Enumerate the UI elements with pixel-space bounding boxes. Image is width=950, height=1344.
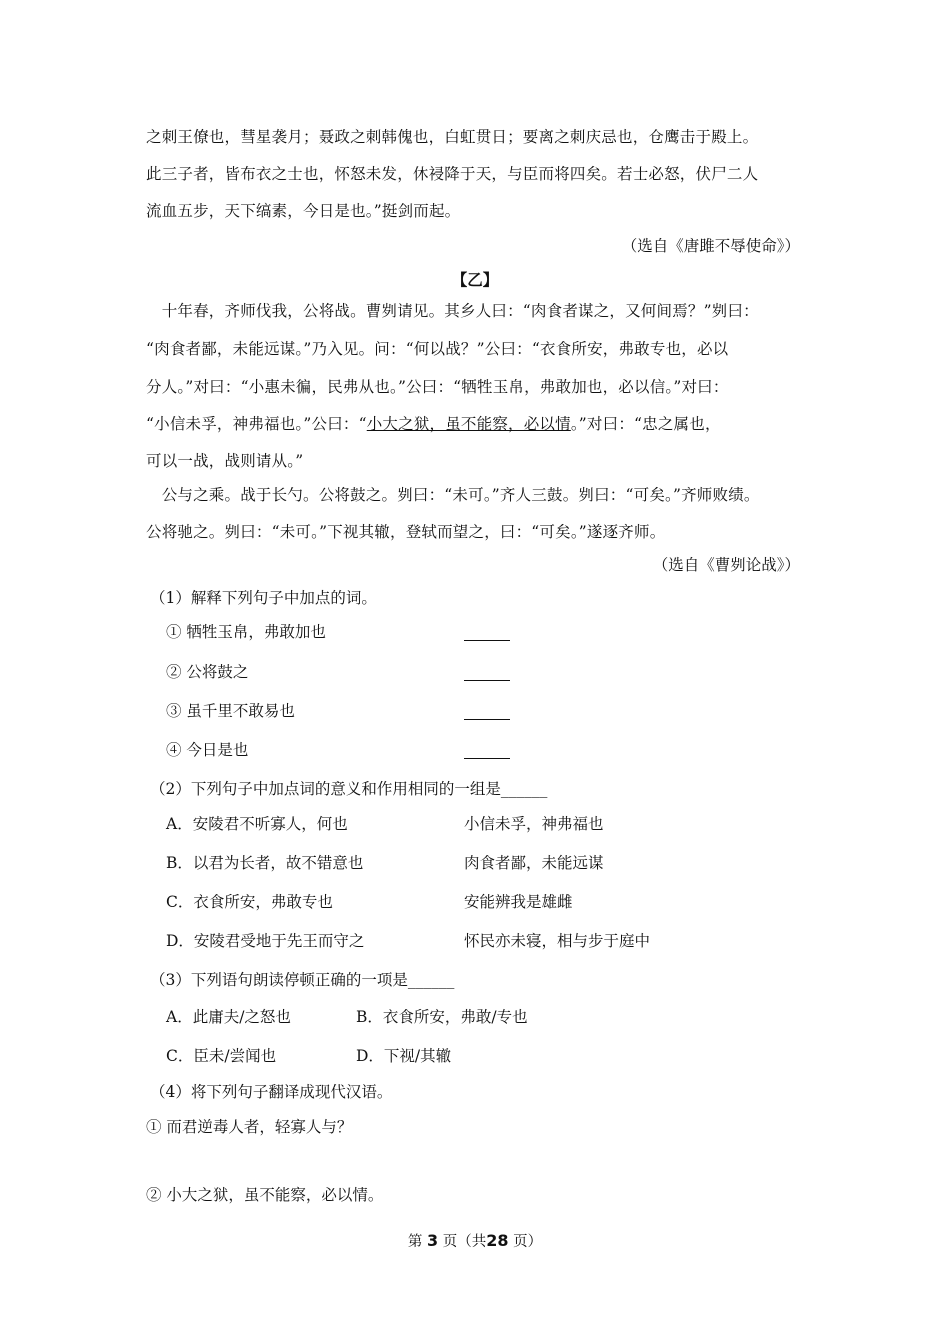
q2-option-c-pair: 安能辨我是雄雌 (464, 893, 573, 911)
q3-option-b[interactable]: B．衣食所安，弗敢/专也 (356, 1008, 528, 1026)
page-number: 3 (426, 1231, 439, 1250)
source-jia: （选自《唐雎不辱使命》） (621, 237, 800, 255)
section-header-yi: 【乙】 (451, 270, 499, 289)
passage-yi-line-1: 十年春，齐师伐我，公将战。曹刿请见。其乡人曰：“肉食者谋之，又何间焉？”刿曰： (146, 302, 759, 320)
passage-yi-line-2: “肉食者鄙，未能远谋。”乃入见。问：“何以战？”公曰：“衣食所安，弗敢专也，必以 (146, 340, 729, 358)
q2-option-b-pair: 肉食者鄙，未能远谋 (464, 854, 604, 872)
passage-yi-line-7: 公将驰之。刿曰：“未可。”下视其辙，登轼而望之，曰：“可矣。”遂逐齐师。 (146, 523, 666, 541)
line4-pre: “小信未孚，神弗福也。”公曰：“ (146, 415, 367, 433)
q2-prompt: （2）下列句子中加点词的意义和作用相同的一组是______ (150, 780, 548, 798)
page-total: 28 (486, 1231, 509, 1250)
footer-post: 页） (513, 1234, 543, 1250)
footer-mid: 页（共 (442, 1234, 487, 1250)
source-yi: （选自《曹刿论战》） (652, 556, 800, 574)
q3-prompt: （3）下列语句朗读停顿正确的一项是______ (150, 971, 455, 989)
q3-option-c[interactable]: C．臣未/尝闻也 (166, 1047, 277, 1065)
q1-item-4: ④ 今日是也 (166, 741, 249, 759)
q4-item-1: ① 而君逆毒人者，轻寡人与？ (146, 1118, 353, 1136)
passage-yi-line-4 (146, 414, 721, 434)
q1-item-3: ③ 虽千里不敢易也 (166, 702, 295, 720)
q4-prompt: （4）将下列句子翻译成现代汉语。 (150, 1083, 393, 1101)
q2-option-a-pair: 小信未孚，神弗福也 (464, 815, 604, 833)
q1-item-2: ② 公将鼓之 (166, 663, 249, 681)
underlined-sentence: 小大之狱，虽不能察，必以情 (366, 415, 571, 433)
page-footer (0, 1230, 950, 1251)
passage-jia-line-1: 之刺王僚也，彗星袭月；聂政之刺韩傀也，白虹贯日；要离之刺庆忌也，仓鹰击于殿上。 (146, 128, 759, 146)
passage-jia-line-3: 流血五步，天下缟素，今日是也。”挺剑而起。 (146, 202, 461, 220)
q1-blank-1[interactable] (464, 639, 510, 641)
q2-option-b[interactable]: B．以君为长者，故不错意也 (166, 854, 364, 872)
footer-pre: 第 (407, 1234, 423, 1250)
q1-blank-4[interactable] (464, 757, 510, 759)
passage-yi-line-3: 分人。”对曰：“小惠未徧，民弗从也。”公曰：“牺牲玉帛，弗敢加也，必以信。”对曰： (146, 378, 729, 396)
q2-option-c[interactable]: C．衣食所安，弗敢专也 (166, 893, 333, 911)
q1-item-1: ① 牺牲玉帛，弗敢加也 (166, 623, 326, 641)
q3-option-d[interactable]: D．下视/其辙 (356, 1047, 452, 1065)
passage-yi-line-5: 可以一战，战则请从。” (146, 452, 304, 470)
q4-item-2: ② 小大之狱，虽不能察，必以情。 (146, 1186, 384, 1204)
q2-option-d-pair: 怀民亦未寝，相与步于庭中 (464, 932, 651, 950)
passage-yi-line-6: 公与之乘。战于长勺。公将鼓之。刿曰：“未可。”齐人三鼓。刿曰：“可矣。”齐师败绩。 (146, 486, 760, 504)
q1-prompt: （1）解释下列句子中加点的词。 (150, 589, 377, 607)
q2-option-a[interactable]: A．安陵君不听寡人，何也 (166, 815, 348, 833)
q1-blank-2[interactable] (464, 679, 510, 681)
passage-jia-line-2: 此三子者，皆布衣之士也，怀怒未发，休祲降于天，与臣而将四矣。若士必怒，伏尸二人 (146, 165, 759, 183)
q2-option-d[interactable]: D．安陵君受地于先王而守之 (166, 932, 365, 950)
line4-post: 。”对曰：“忠之属也， (570, 415, 721, 433)
q1-blank-3[interactable] (464, 718, 510, 720)
q3-option-a[interactable]: A．此庸夫/之怒也 (166, 1008, 291, 1026)
